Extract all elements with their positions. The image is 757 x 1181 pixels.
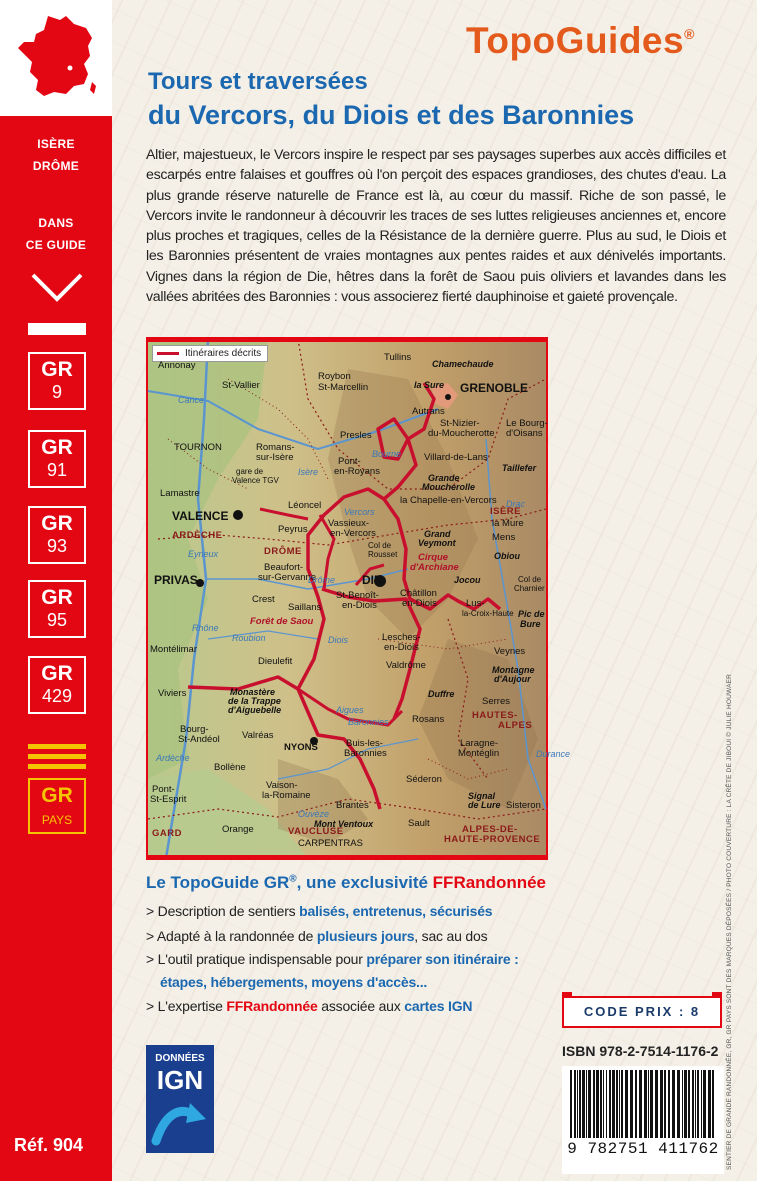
registered-mark: ®	[684, 26, 695, 42]
barcode-bar	[684, 1070, 687, 1140]
gr-number: 429	[41, 686, 73, 706]
map-place-label: d'Archiane	[410, 562, 459, 573]
title-line-2: du Vercors, du Diois et des Baronnies	[148, 100, 635, 130]
map-place-label: Isère	[298, 467, 319, 477]
map-place-label: Vercors	[344, 507, 375, 517]
map-place-label: Valréas	[242, 730, 274, 741]
map-place-label: Veymont	[418, 538, 456, 548]
map-place-label: TOURNON	[174, 442, 222, 453]
gr-91-badge	[28, 430, 86, 488]
map-place-label: St-Vallier	[222, 380, 260, 391]
yellow-stripe	[28, 754, 86, 759]
ce-guide-label: CE GUIDE	[25, 238, 87, 252]
bullet-highlight: plusieurs jours	[316, 928, 415, 944]
map-place-label: VALENCE	[172, 509, 229, 523]
map-place-label: Drôme	[308, 575, 336, 585]
map-place-label: Villard-de-Lans	[424, 452, 488, 463]
map-place-label: en-Diois	[342, 600, 377, 611]
map-place-label: d'Oisans	[506, 428, 543, 439]
barcode-bar	[650, 1070, 653, 1140]
barcode-bar	[703, 1070, 706, 1140]
map-place-label: ARDÈCHE	[172, 530, 223, 541]
map-place-label: St-Benoît-	[336, 590, 379, 601]
map-place-label: Grand	[424, 529, 451, 539]
map-place-label: GRENOBLE	[460, 381, 529, 395]
legend-label: Itinéraires décrits	[185, 348, 262, 359]
ign-data-logo	[146, 1045, 214, 1153]
map-place-label: DRÔME	[264, 546, 302, 557]
map-place-label: la-Romaine	[262, 790, 311, 801]
gr-pays-label: PAYS	[41, 813, 73, 827]
barcode-bar	[688, 1070, 690, 1140]
map-place-label: en-Diois	[402, 598, 437, 609]
map-place-label: Vassieux-	[328, 518, 370, 529]
map-place-label: Pont-	[152, 784, 175, 795]
map-place-label: Valence TGV	[232, 476, 279, 485]
barcode-bar	[579, 1070, 581, 1140]
map-place-label: Laragne-	[460, 738, 499, 749]
map-place-label: de Lure	[468, 800, 501, 810]
barcode-bar	[655, 1070, 658, 1140]
barcode-bar	[635, 1070, 637, 1140]
map-place-label: Buis-les-	[346, 738, 383, 749]
feature-bullet-3	[146, 951, 519, 967]
bullet-text: > L'outil pratique indispensable pour	[146, 951, 367, 967]
map-place-label: Drac	[506, 499, 526, 509]
map-place-label: Cance	[178, 395, 205, 405]
map-place-label: Durance	[536, 749, 571, 759]
gr-label: GR	[41, 358, 73, 381]
map-place-label: ISÈRE	[490, 506, 522, 517]
feature-bullet-1	[146, 903, 492, 919]
map-place-label: St-Marcellin	[318, 382, 369, 393]
map-place-label: Romans-	[256, 442, 295, 453]
map-place-label: Ardèche	[156, 753, 190, 763]
route-line-swatch	[157, 352, 179, 355]
isbn-text: ISBN 978-2-7514-1176-2	[562, 1043, 719, 1059]
barcode-bar	[616, 1070, 618, 1140]
map-place-label: Cirque	[418, 552, 449, 563]
map-place-label: CARPENTRAS	[298, 838, 363, 849]
copyright-credit: SENTIER DE GRANDE RANDONNÉE, GR, GR PAYS SONT DES MARQUES DÉPOSÉES / PHOTO COUVERTURE : LA CRÊTE DE JIBOUI © JULIE HOUWAER	[726, 673, 733, 1170]
gr-label: GR	[41, 512, 73, 535]
barcode-bar	[660, 1070, 663, 1140]
map-place-label: Orange	[222, 824, 254, 835]
barcode-bar	[574, 1070, 576, 1140]
topoguides-logo	[466, 20, 695, 62]
barcode-bar	[603, 1070, 604, 1140]
map-place-label: la Sure	[414, 380, 445, 390]
price-code-box: CODE PRIX : 8	[562, 996, 722, 1028]
map-place-label: la Chapelle-en-Vercors	[400, 495, 497, 506]
barcode-bar	[596, 1070, 599, 1140]
map-place-label: Tullins	[384, 352, 412, 363]
bullet-text: associée aux	[317, 998, 405, 1014]
barcode-bar	[664, 1070, 666, 1140]
barcode-bar	[600, 1070, 602, 1140]
map-place-label: Autrans	[412, 406, 445, 417]
map-place-label: Rosans	[412, 714, 445, 725]
feature-bullet-3-cont	[160, 974, 427, 990]
map-place-label: Grande	[428, 473, 460, 483]
yellow-stripe	[28, 764, 86, 769]
map-place-label: DIE	[362, 573, 383, 587]
barcode-bar	[672, 1070, 675, 1140]
barcode-bar	[668, 1070, 670, 1140]
ffrandonnee-brand: FFRandonnée	[226, 998, 318, 1014]
registered-mark: ®	[289, 873, 297, 885]
reference-number: Réf. 904	[14, 1135, 84, 1155]
department-drome: DRÔME	[32, 159, 80, 173]
arrow-icon	[152, 1101, 208, 1147]
gr-429-badge	[28, 656, 86, 714]
barcode-bar	[588, 1070, 591, 1140]
map-place-label: Lesches-	[382, 632, 421, 643]
barcode-bar	[619, 1070, 620, 1140]
barcode-bar	[712, 1070, 714, 1140]
barcode-bar	[609, 1070, 611, 1140]
gr-95-badge	[28, 580, 86, 638]
map-place-label: du-Moucherotte	[428, 428, 495, 439]
map-place-label: Valdrôme	[386, 660, 426, 671]
map-place-label: Serres	[482, 696, 510, 707]
bullet-highlight: cartes IGN	[404, 998, 473, 1014]
feature-bullet-2	[146, 928, 487, 944]
map-place-label: Moucherolle	[422, 482, 476, 492]
map-place-label: Signal	[468, 791, 496, 801]
map-place-label: Sault	[408, 818, 430, 829]
barcode-bar	[701, 1070, 702, 1140]
map-place-label: Bure	[520, 619, 541, 629]
gr-number: 91	[46, 460, 68, 480]
barcode-bar	[644, 1070, 647, 1148]
barcode-bar	[648, 1070, 649, 1140]
barcode-bar	[586, 1070, 587, 1140]
brand-name: TopoGuides	[466, 20, 685, 61]
map-place-label: gare de	[236, 467, 264, 476]
map-place-label: Bollène	[214, 762, 246, 773]
map-place-label: Châtillon	[400, 588, 437, 599]
map-place-label: en-Royans	[334, 466, 380, 477]
route-map	[146, 337, 571, 860]
map-place-label: sur-Isère	[256, 452, 294, 463]
map-place-label: Viviers	[158, 688, 187, 699]
map-place-label: Forêt de Saou	[250, 616, 314, 627]
barcode-bar	[708, 1070, 711, 1140]
map-place-label: en-Diois	[384, 642, 419, 653]
feature-bullet-4	[146, 998, 472, 1014]
map-place-label: Léoncel	[288, 500, 322, 511]
map-place-label: Crest	[252, 594, 275, 605]
map-place-label: Duffre	[428, 689, 455, 699]
map-place-label: Mens	[492, 532, 516, 543]
map-place-label: de la Trappe	[228, 696, 281, 706]
gr-number: 95	[46, 610, 68, 630]
map-place-label: PRIVAS	[154, 573, 198, 587]
gr-label: GR	[41, 784, 73, 807]
barcode-bar	[570, 1070, 572, 1148]
map-place-label: St-Andéol	[178, 734, 220, 745]
map-place-label: Le Bourg-	[506, 418, 548, 429]
bullet-text: , sac au dos	[414, 928, 488, 944]
map-place-label: Saillans	[288, 602, 322, 613]
gr-number: 93	[46, 536, 68, 556]
gr-9-badge	[28, 352, 86, 410]
map-place-label: d'Aiguebelle	[228, 705, 282, 715]
map-place-label: Sisteron	[506, 800, 541, 811]
map-place-label: Séderon	[406, 774, 442, 785]
barcode-bar	[612, 1070, 615, 1140]
map-place-label: Eyrieux	[188, 549, 219, 559]
barcode-bar	[630, 1070, 633, 1140]
department-isere: ISÈRE	[37, 137, 75, 151]
map-place-label: GARD	[152, 828, 182, 839]
features-title-part: , une exclusivité	[296, 873, 433, 892]
map-place-label: Pont-	[338, 456, 361, 467]
map-place-label: Lus-	[466, 598, 485, 609]
bullet-text: > L'expertise	[146, 998, 227, 1014]
map-place-label: Pic de	[518, 609, 545, 619]
barcode-bar	[692, 1070, 694, 1140]
ign-line-1: DONNÉES	[155, 1053, 205, 1064]
map-place-label: Col de	[368, 541, 392, 550]
sidebar	[0, 0, 112, 1181]
barcode-bar	[582, 1070, 585, 1140]
gr-93-badge	[28, 506, 86, 564]
map-place-label: Bourg-	[180, 724, 209, 735]
map-place-label: Dieulefit	[258, 656, 293, 667]
map-place-label: VAUCLUSE	[288, 826, 344, 837]
map-place-label: St-Esprit	[150, 794, 187, 805]
gr-label: GR	[41, 436, 73, 459]
barcode-bar	[577, 1070, 578, 1140]
map-place-label: Diois	[328, 635, 349, 645]
gr-number: 9	[51, 382, 62, 402]
map-place-label: Montélimar	[150, 644, 197, 655]
features-title-part: Le TopoGuide GR	[146, 873, 290, 892]
gr-label: GR	[41, 586, 73, 609]
map-place-label: HAUTES-	[472, 710, 518, 721]
gr-label: GR	[41, 662, 73, 685]
barcode-bar	[677, 1070, 680, 1140]
gr-pays-badge	[28, 778, 86, 834]
map-place-label: Ouvèze	[298, 809, 330, 819]
ffrandonnee-brand: FFRandonnée	[432, 873, 547, 892]
map-place-label: Bourne	[372, 449, 402, 459]
map-place-label: Lamastre	[160, 488, 200, 499]
map-place-label: Baronnies	[348, 717, 389, 727]
map-place-label: Brantes	[336, 800, 369, 811]
map-place-label: St-Nizier-	[440, 418, 480, 429]
bullet-highlight: étapes, hébergements, moyens d'accès...	[160, 974, 428, 990]
map-place-label: en-Vercors	[330, 528, 376, 539]
map-place-label: Montagne	[492, 665, 535, 675]
bullet-highlight: balisés, entretenus, sécurisés	[299, 903, 493, 919]
map-place-label: Annonay	[158, 360, 196, 371]
barcode-bar	[625, 1070, 628, 1140]
map-place-label: Montéglin	[458, 748, 500, 759]
barcode-bar	[593, 1070, 595, 1140]
barcode-digits: 9 782751 411762	[562, 1138, 724, 1160]
map-place-label: Baronnies	[344, 748, 387, 759]
title-line-1: Tours et traversées	[148, 68, 368, 95]
dans-label: DANS	[38, 216, 74, 230]
map-place-label: Vaison-	[266, 780, 298, 791]
map-place-label: Jocou	[454, 575, 481, 585]
map-place-label: ALPES	[498, 720, 533, 731]
features-title	[146, 873, 546, 893]
map-place-label: Taillefer	[502, 463, 537, 473]
map-place-label: la-Croix-Haute	[462, 609, 514, 618]
bullet-text: > Adapté à la randonnée de	[146, 928, 317, 944]
map-place-label: ALPES-DE-	[462, 824, 518, 835]
map-place-label: Aigues	[336, 705, 364, 715]
ign-line-2: IGN	[156, 1065, 204, 1095]
map-place-label: d'Aujour	[494, 674, 531, 684]
map-place-label: HAUTE-PROVENCE	[444, 834, 541, 845]
barcode-bar	[697, 1070, 699, 1140]
barcode-bar	[639, 1070, 642, 1140]
bullet-text: > Description de sentiers	[146, 903, 300, 919]
map-place-label: Obiou	[494, 551, 520, 561]
map-place-label: Veynes	[494, 646, 526, 657]
barcode-bar	[682, 1070, 683, 1140]
barcode-bar	[621, 1070, 623, 1140]
map-place-label: Monastère	[230, 687, 276, 697]
map-place-label: Roybon	[318, 371, 351, 382]
intro-paragraph: Altier, majestueux, le Vercors inspire le respect par ses paysages superbes aux accès difficiles et escarpés entre falaises et gouffres où l'on perçoit des espaces grandioses, des chutes d'eau. La plus grande réserve naturelle de France est là, au cœur du massif. Riche de son passé, le Vercors invite le randonneur à découvrir les traces de ses luttes religieuses anciennes et, encore plus proches et tragiques, celles de la Résistance de la dernière guerre. Plus au sud, le Diois et les Baronnies présentent de vraies montagnes aux pentes raides et aux dénivelés importants. Vignes dans la région de Die, hêtres dans la forêt de Saou puis oliviers et lavandes dans les vallées abritées des Baronnies : vous associerez fierté dauphinoise et gaieté provençale.	[146, 147, 726, 306]
map-place-label: NYONS	[284, 742, 318, 753]
map-place-label: Mont Ventoux	[314, 819, 374, 829]
map-place-label: Chamechaude	[432, 359, 494, 369]
france-map-panel	[0, 0, 112, 116]
chevron-down-icon	[30, 272, 84, 302]
map-place-label: Rhône	[192, 623, 219, 633]
white-stripe	[28, 323, 86, 335]
map-place-label: Roubion	[232, 633, 266, 643]
yellow-stripe	[28, 744, 86, 749]
map-place-label: Presles	[340, 430, 372, 441]
map-place-label: Charnier	[514, 584, 545, 593]
barcode-bar	[606, 1070, 607, 1140]
map-place-label: Col de	[518, 575, 542, 584]
map-place-label: Beaufort-	[264, 562, 304, 573]
barcode-bar	[695, 1070, 696, 1140]
map-place-label: Rousset	[368, 550, 398, 559]
map-place-label: la Mure	[492, 518, 524, 529]
bullet-highlight: préparer son itinéraire :	[366, 951, 519, 967]
france-map-icon	[14, 12, 98, 100]
map-place-label: sur-Gervanne	[258, 572, 317, 583]
map-place-label: Peyrus	[278, 524, 308, 535]
